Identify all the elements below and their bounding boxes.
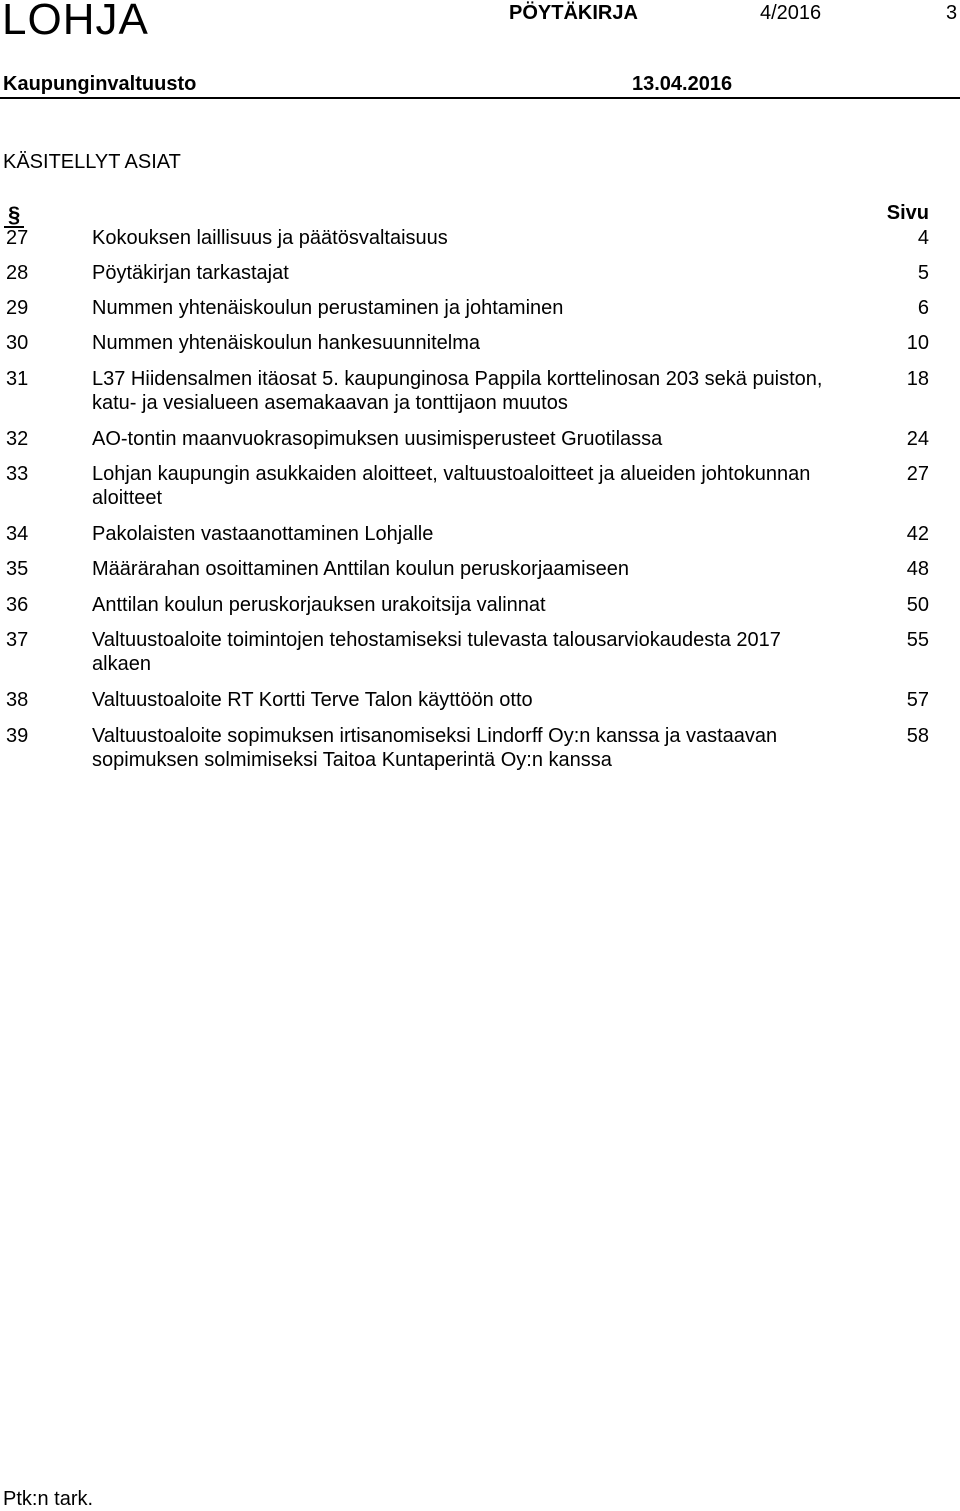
item-title: Pöytäkirjan tarkastajat bbox=[92, 262, 289, 284]
item-number: 31 bbox=[6, 368, 29, 390]
item-title: Valtuustoaloite toimintojen tehostamiseksi tulevasta talousarviokaudesta 2017 alkaen bbox=[92, 629, 781, 675]
item-title: Nummen yhtenäiskoulun perustaminen ja johtaminen bbox=[92, 297, 564, 319]
item-number: 33 bbox=[6, 463, 29, 485]
item-title: L37 Hiidensalmen itäosat 5. kaupunginosa Pappila korttelinosan 203 sekä puiston, katu- ja vesialueen asemakaavan ja tonttijaon muutos bbox=[92, 368, 823, 414]
logo: LOHJA bbox=[2, 0, 149, 44]
item-page: 24 bbox=[906, 428, 929, 450]
body-name: Kaupunginvaltuusto bbox=[3, 73, 197, 95]
item-page: 6 bbox=[917, 297, 929, 319]
item-page: 50 bbox=[906, 594, 929, 616]
item-title: AO-tontin maanvuokrasopimuksen uusimisperusteet Gruotilassa bbox=[92, 428, 663, 450]
footer-note: Ptk:n tark. bbox=[3, 1488, 94, 1510]
item-number: 34 bbox=[6, 523, 29, 545]
item-title: Määrärahan osoittaminen Anttilan koulun peruskorjaamiseen bbox=[92, 558, 629, 580]
item-page: 48 bbox=[906, 558, 929, 580]
item-number: 28 bbox=[6, 262, 29, 284]
item-title: Valtuustoaloite sopimuksen irtisanomiseksi Lindorff Oy:n kanssa ja vastaavan sopimuksen solmimiseksi Taitoa Kuntaperintä Oy:n kanssa bbox=[92, 725, 778, 771]
item-page: 55 bbox=[906, 629, 929, 651]
item-number: 30 bbox=[6, 332, 29, 354]
item-number: 29 bbox=[6, 297, 29, 319]
document-type: PÖYTÄKIRJA bbox=[509, 2, 638, 24]
item-number: 37 bbox=[6, 629, 29, 651]
item-title: Nummen yhtenäiskoulun hankesuunnitelma bbox=[92, 332, 481, 354]
item-title: Lohjan kaupungin asukkaiden aloitteet, valtuustoaloitteet ja alueiden johtokunnan aloitteet bbox=[92, 463, 811, 509]
item-number: 35 bbox=[6, 558, 29, 580]
item-number: 32 bbox=[6, 428, 29, 450]
item-page: 42 bbox=[906, 523, 929, 545]
item-number: 38 bbox=[6, 689, 29, 711]
item-page: 5 bbox=[917, 262, 929, 284]
item-title: Valtuustoaloite RT Kortti Terve Talon käyttöön otto bbox=[92, 689, 533, 711]
section-title: KÄSITELLYT ASIAT bbox=[3, 151, 181, 173]
item-title: Pakolaisten vastaanottaminen Lohjalle bbox=[92, 523, 434, 545]
header-divider bbox=[0, 97, 960, 99]
item-page: 27 bbox=[906, 463, 929, 485]
item-page: 10 bbox=[906, 332, 929, 354]
page-number: 3 bbox=[946, 2, 958, 24]
item-number: 36 bbox=[6, 594, 29, 616]
item-title: Kokouksen laillisuus ja päätösvaltaisuus bbox=[92, 227, 448, 249]
meeting-date: 13.04.2016 bbox=[632, 73, 733, 95]
item-page: 18 bbox=[906, 368, 929, 390]
item-page: 58 bbox=[906, 725, 929, 747]
item-title: Anttilan koulun peruskorjauksen urakoitsija valinnat bbox=[92, 594, 546, 616]
paragraph-symbol: § bbox=[8, 202, 21, 227]
item-number: 39 bbox=[6, 725, 29, 747]
document-number: 4/2016 bbox=[760, 2, 822, 24]
page-column-label: Sivu bbox=[886, 202, 929, 224]
item-page: 4 bbox=[917, 227, 929, 249]
item-page: 57 bbox=[906, 689, 929, 711]
item-number: 27 bbox=[6, 227, 29, 249]
